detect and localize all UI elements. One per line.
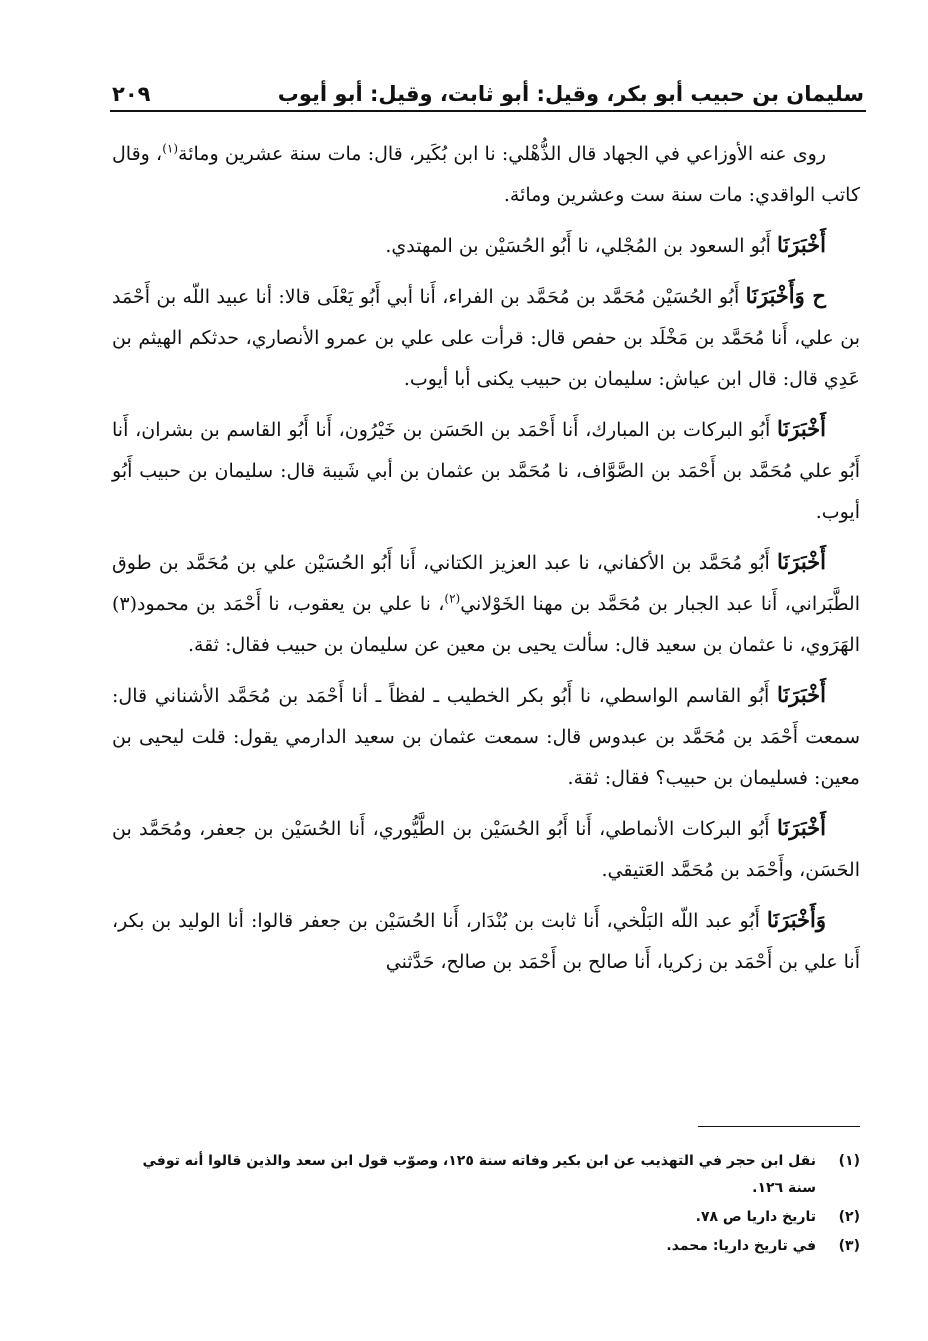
paragraph-lead: ح وَأَخْبَرَنَا xyxy=(745,283,826,308)
footnote-separator xyxy=(698,1126,860,1127)
paragraph xyxy=(112,275,860,400)
footnote-number: (٢) xyxy=(838,1209,860,1225)
paragraph-lead: أَخْبَرَنَا xyxy=(777,815,826,840)
paragraph-text: أَبُو عبد اللّه البَلْخي، أَنا ثابت بن بُنْدَار، أَنا الحُسَيْن بن جعفر قالوا: أنا الوليد بن بكر، أَنا علي بن أَحْمَد بن زكريا، أَنا صالح بن أَحْمَد بن صالح، حَدَّثني xyxy=(112,910,860,973)
paragraph-lead: وَأَخْبَرَنَا xyxy=(766,907,826,932)
paragraph-text: أَبُو الحُسَيْن مُحَمَّد بن مُحَمَّد بن الفراء، أَنا أبي أَبُو يَعْلَى قالا: أنا عبيد اللّه بن أَحْمَد بن علي، أَنا مُحَمَّد بن مَخْلَد بن حفص قال: قرأت على علي بن عمرو الأنصاري، حدثكم الهيثم بن عَدِي قال: قال ابن عياش: سليمان بن حبيب يكنى أبا أيوب. xyxy=(112,286,860,390)
footnote-number: (٣) xyxy=(838,1238,860,1254)
paragraph xyxy=(112,132,860,216)
paragraph xyxy=(112,899,860,983)
footnote-text: نقل ابن حجر في التهذيب عن ابن بكير وفاته سنة ١٢٥، وصوّب قول ابن سعد والذين قالوا أنه توفي سنة ١٢٦. xyxy=(142,1153,816,1196)
paragraph xyxy=(112,674,860,799)
footnote-ref: (١) xyxy=(162,141,179,156)
paragraph-text: أَبُو القاسم الواسطي، نا أَبُو بكر الخطيب ـ لفظاً ـ أنا أَحْمَد بن مُحَمَّد الأشناني قال: سمعت أَحْمَد بن مُحَمَّد بن عبدوس قال: سمعت عثمان بن سعيد الدارمي يقول: قلت ليحيى بن معين: فسليمان بن حبيب؟ فقال: ثقة. xyxy=(112,685,860,789)
paragraph xyxy=(112,541,860,666)
paragraph xyxy=(112,224,860,267)
running-header xyxy=(112,68,864,106)
footnote-text: تاريخ داريا ص ٧٨. xyxy=(695,1209,816,1225)
page-number: ٢٠٩ xyxy=(112,82,151,106)
paragraph-lead: أَخْبَرَنَا xyxy=(777,416,826,441)
paragraph xyxy=(112,807,860,891)
paragraph-text: أَبُو البركات بن المبارك، أَنا أَحْمَد بن الحَسَن بن خَيْرُون، أَنا أَبُو القاسم بن بشران، أَنا أَبُو علي مُحَمَّد بن أَحْمَد بن الصَّوَّاف، نا مُحَمَّد بن عثمان بن أبي شَيبة قال: سليمان بن حبيب أَبُو أيوب. xyxy=(112,419,860,523)
paragraph-lead: أَخْبَرَنَا xyxy=(777,549,826,574)
footnote xyxy=(112,1148,860,1202)
header-rule xyxy=(110,110,866,112)
paragraph-text: أَبُو مُحَمَّد بن الأكفاني، نا عبد العزيز الكتاني، أَنا أَبُو الحُسَيْن علي بن مُحَمَّد بن طوق الطَّبَراني، أَنا عبد الجبار بن مُحَمَّد بن مهنا الخَوْلاني xyxy=(112,552,860,615)
footnote-number: (١) xyxy=(838,1153,860,1169)
header-title: سليمان بن حبيب أبو بكر، وقيل: أبو ثابت، وقيل: أبو أيوب xyxy=(277,82,864,106)
paragraph-lead: أَخْبَرَنَا xyxy=(777,682,826,707)
paragraph-text: أَبُو البركات الأنماطي، أَنا أَبُو الحُسَيْن بن الطَّيُّوري، أَنا الحُسَيْن بن جعفر، ومُحَمَّد بن الحَسَن، وأَحْمَد بن مُحَمَّد العَتيقي. xyxy=(112,818,860,881)
footnote xyxy=(112,1233,860,1260)
footnote-text: في تاريخ داريا: محمد. xyxy=(666,1238,816,1254)
footnote xyxy=(112,1204,860,1231)
paragraph-text: أَبُو السعود بن المُجْلي، نا أَبُو الحُسَيْن بن المهتدي. xyxy=(385,235,778,257)
main-text xyxy=(112,132,860,991)
paragraph-text-cont: ، وقال كاتب الواقدي: مات سنة ست وعشرين ومائة. xyxy=(112,143,860,206)
paragraph xyxy=(112,408,860,533)
footnote-ref: (٢) xyxy=(444,591,461,606)
paragraph-text: روى عنه الأوزاعي في الجهاد قال الذُّهْلي: نا ابن بُكَير، قال: مات سنة عشرين ومائة xyxy=(178,143,826,165)
paragraph-lead: أَخْبَرَنَا xyxy=(777,232,826,257)
footnotes xyxy=(112,1148,860,1262)
paragraph-text-cont: ، نا علي بن يعقوب، نا أَحْمَد بن محمود(٣) الهَرَوي، نا عثمان بن سعيد قال: سألت يحيى بن معين عن سليمان بن حبيب فقال: ثقة. xyxy=(112,593,860,656)
